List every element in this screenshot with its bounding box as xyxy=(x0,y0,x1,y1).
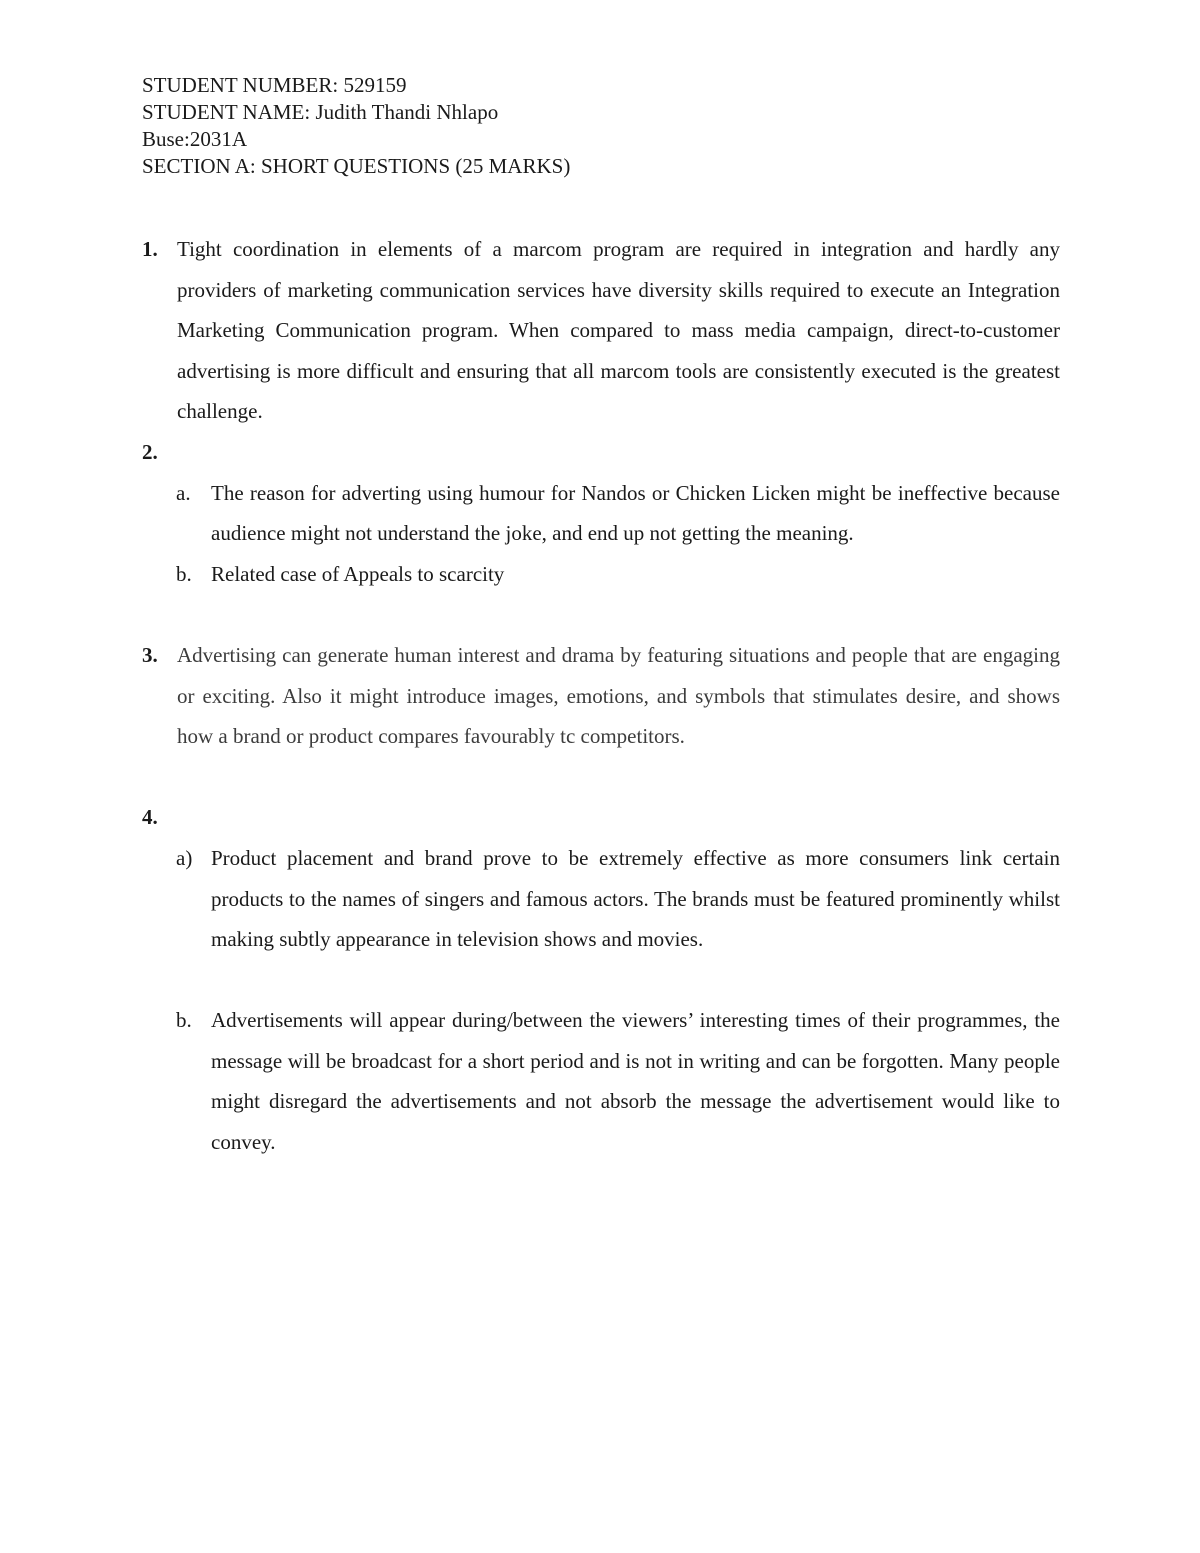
question-3 xyxy=(142,635,1060,757)
question-2a-answer: The reason for adverting using humour for Nandos or Chicken Licken might be ineffective because audience might not understand the joke, and end up not getting the meaning. xyxy=(211,480,1060,546)
question-4a xyxy=(142,838,1060,960)
question-1 xyxy=(142,229,1060,432)
student-header xyxy=(142,72,1062,180)
question-number: 4. xyxy=(142,805,158,830)
question-4 xyxy=(142,797,1060,838)
question-number: 1. xyxy=(142,237,158,261)
answers-list xyxy=(142,229,1060,1163)
sub-question-label: a. xyxy=(176,480,191,505)
sub-question-label: b. xyxy=(176,561,192,586)
question-1-answer: Tight coordination in elements of a marcom program are required in integration and hardly any providers of marketing communication services have diversity skills required to execute an Integration Marketing Communication program. When compared to mass media campaign, direct-to-customer advertising is more difficult and ensuring that all marcom tools are consistently executed is the greatest challenge. xyxy=(177,237,1060,424)
spacer xyxy=(142,960,1060,1001)
question-4a-answer: Product placement and brand prove to be extremely effective as more consumers link certain products to the names of singers and famous actors. The brands must be featured prominently whilst making subtly appearance in television shows and movies. xyxy=(211,845,1060,952)
student-number: STUDENT NUMBER: 529159 xyxy=(142,73,407,97)
spacer xyxy=(142,594,1060,635)
question-3-answer: Advertising can generate human interest and drama by featuring situations and people that are engaging or exciting. Also it might introduce images, emotions, and symbols that stimulates desire, and shows how a brand or product compares favourably tc competitors. xyxy=(177,642,1060,749)
sub-question-label: a) xyxy=(176,845,193,870)
sub-question-label: b. xyxy=(176,1008,192,1033)
course-code: Buse:2031A xyxy=(142,127,247,151)
question-2b xyxy=(142,554,1060,595)
spacer xyxy=(142,757,1060,798)
question-2b-answer: Related case of Appeals to scarcity xyxy=(211,561,505,586)
question-4b xyxy=(142,1000,1060,1162)
question-2a xyxy=(142,473,1060,554)
student-name: STUDENT NAME: Judith Thandi Nhlapo xyxy=(142,100,499,124)
question-number: 2. xyxy=(142,439,158,464)
question-4b-answer: Advertisements will appear during/between the viewers’ interesting times of their programmes, the message will be broadcast for a short period and is not in writing and can be forgotten. Many people might disregard the advertisements and not absorb the message the advertisement would like to convey. xyxy=(211,1008,1060,1155)
question-number: 3. xyxy=(142,642,158,667)
section-title: SECTION A: SHORT QUESTIONS (25 MARKS) xyxy=(142,154,571,178)
question-2 xyxy=(142,432,1060,473)
